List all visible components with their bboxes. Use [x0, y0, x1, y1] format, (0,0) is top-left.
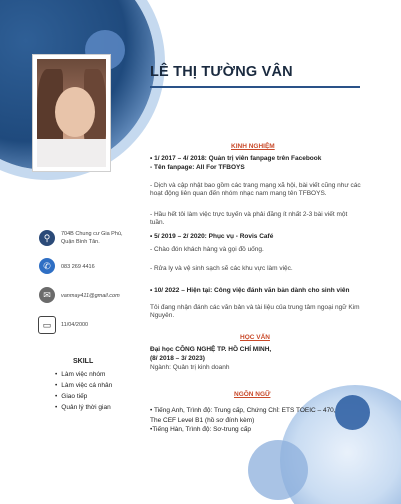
education-heading: HỌC VẤN	[240, 334, 270, 341]
language-line-2: The CEF Level B1 (hồ sơ đính kèm)	[150, 417, 255, 424]
language-line-3: •Tiếng Hàn, Trình độ: Sơ-trung cấp	[150, 426, 251, 433]
avatar-shirt	[37, 139, 106, 167]
phone-icon: ✆	[39, 258, 55, 274]
skill-item: • Làm việc cá nhân	[55, 380, 112, 391]
job2-description-1: - Chào đón khách hàng và gọi đồ uống.	[150, 246, 264, 253]
language-line-1: • Tiếng Anh, Trình độ: Trung cấp, Chứng Chỉ: ETS TOEIC – 470,	[150, 407, 336, 414]
page-title: LÊ THỊ TƯỜNG VÂN	[150, 64, 293, 80]
skill-item: • Làm việc nhóm	[55, 369, 112, 380]
job2-description-2: - Rửa ly và vệ sinh sạch sẽ các khu vực làm việc.	[150, 265, 293, 272]
email-icon: ✉	[39, 287, 55, 303]
avatar	[33, 55, 110, 171]
skill-item: • Quản lý thời gian	[55, 402, 112, 413]
birthday-cake-icon: ▭	[38, 316, 56, 334]
birthday-text: 11/04/2000	[61, 322, 89, 328]
job3-heading: • 10/ 2022 – Hiện tại: Công việc đánh văn bản dành cho sinh viên	[150, 287, 350, 294]
skill-heading: SKILL	[73, 358, 94, 365]
decorative-circle-bottom-small	[248, 440, 308, 500]
job1-heading: • 1/ 2017 – 4/ 2018: Quản trị viên fanpage trên Facebook	[150, 155, 322, 162]
address-text: 704B Chung cư Gia Phú, Quận Bình Tân.	[61, 231, 123, 245]
language-heading: NGÔN NGỮ	[234, 391, 271, 398]
education-school: Đại học CÔNG NGHỆ TP. HỒ CHÍ MINH,	[150, 346, 272, 353]
job3-description: Tôi đang nhận đánh các văn bản và tài liệu của trung tâm ngoại ngữ Kim Nguyên.	[150, 304, 360, 319]
email-text: vanmay411@gmail.com	[61, 293, 120, 299]
skill-list	[55, 369, 112, 413]
avatar-face	[55, 87, 95, 137]
job1-subheading: - Tên fanpage: All For TFBOYS	[150, 164, 245, 171]
phone-text: 083 269 4416	[61, 264, 95, 270]
education-period: (8/ 2018 – 3/ 2023)	[150, 355, 205, 362]
job1-description-1: - Dịch và cập nhật bao gồm các trang mạng xã hội, bài viết cũng như các hoạt động liên quan đến nhóm nhạc nam mang tên TFBOYS.	[150, 182, 361, 197]
job2-heading: • 5/ 2019 – 2/ 2020: Phục vụ - Rovis Café	[150, 233, 274, 240]
title-divider	[150, 86, 360, 88]
job1-description-2: - Hầu hết tôi làm việc trực tuyến và phải đăng ít nhất 2-3 bài viết một tuần.	[150, 211, 348, 226]
location-pin-icon: ⚲	[39, 230, 55, 246]
education-major: Ngành: Quản trị kinh doanh	[150, 364, 230, 371]
skill-item: • Giao tiếp	[55, 391, 112, 402]
experience-heading: KINH NGHIỆM	[231, 143, 275, 150]
